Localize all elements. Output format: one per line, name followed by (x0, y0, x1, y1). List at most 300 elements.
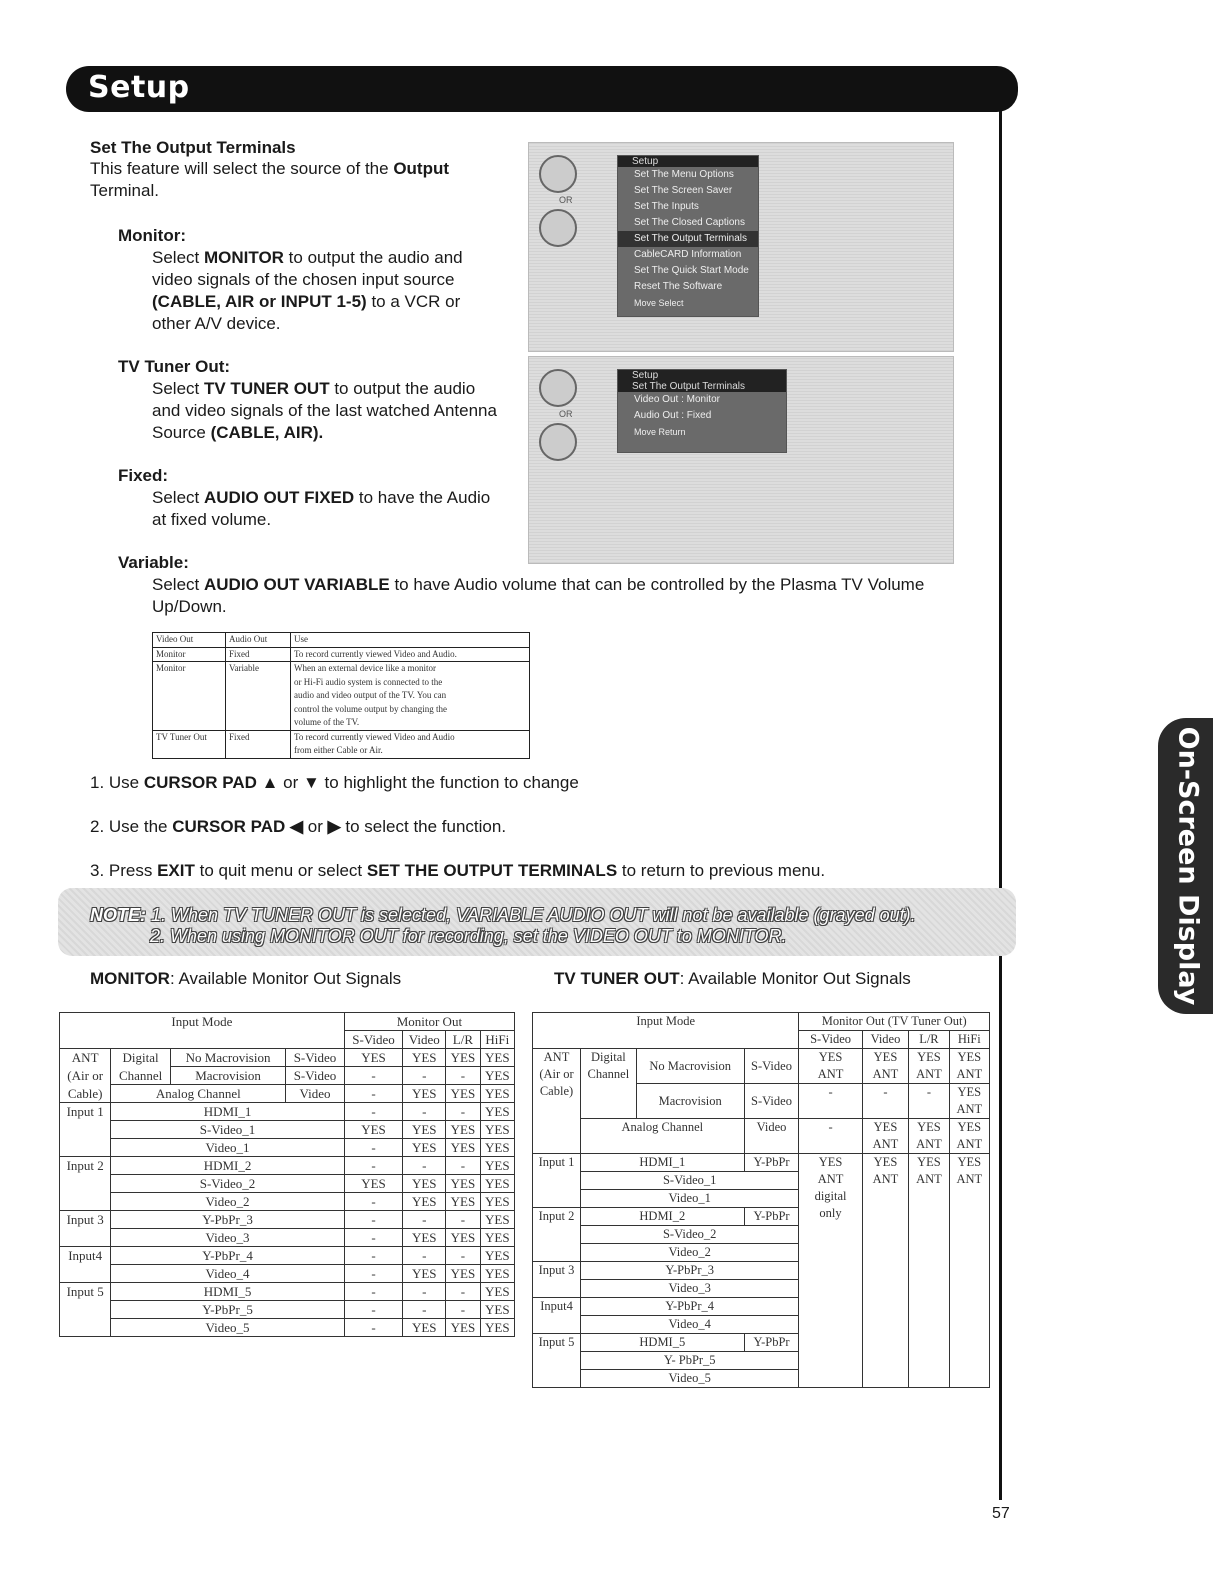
digital-label-line: Channel (587, 1067, 630, 1081)
use-table-header-cell: Video Out (153, 633, 226, 648)
input-signal: Video_4 (111, 1265, 344, 1283)
use-description-line: control the volume output by changing the (294, 703, 447, 714)
value-line: ANT (872, 1137, 899, 1151)
value-line: - (828, 1085, 833, 1099)
signal-value: YES (403, 1229, 446, 1247)
monitor-out-header: Monitor Out (344, 1013, 514, 1031)
ant-label-line: ANT (543, 1050, 570, 1064)
signal-type: S-Video (286, 1067, 345, 1085)
signal-value (949, 1119, 989, 1154)
input-signal: HDMI_2 (581, 1208, 745, 1226)
note-label: NOTE: (90, 905, 146, 925)
signal-value: - (344, 1103, 403, 1121)
text-segment: to select the function. (340, 817, 507, 836)
text-segment: Select (152, 248, 204, 267)
value-line: YES (818, 1050, 843, 1064)
bold-segment: EXIT (157, 861, 195, 880)
input-name: Input 2 (60, 1157, 111, 1211)
input-signal: Video_2 (581, 1244, 799, 1262)
input-mode-header: Input Mode (533, 1013, 799, 1049)
signal-value: - (344, 1301, 403, 1319)
use-video-cell: Monitor (153, 647, 226, 662)
input-signal: S-Video_1 (111, 1121, 344, 1139)
signal-name: No Macrovision (170, 1049, 285, 1067)
signal-value (909, 1154, 949, 1388)
input-signal: HDMI_5 (581, 1334, 745, 1352)
value-line: - (828, 1120, 833, 1134)
signal-value: - (344, 1193, 403, 1211)
signal-value: YES (480, 1211, 514, 1229)
value-line: YES (957, 1085, 982, 1099)
table-row (60, 1067, 515, 1085)
table-row (60, 1211, 515, 1229)
ant-label-line: (Air or (539, 1067, 574, 1081)
use-description-line: To record currently viewed Video and Audio (294, 731, 455, 742)
tuner-table-caption (554, 968, 911, 990)
signal-value: YES (403, 1121, 446, 1139)
signal-value: YES (480, 1319, 514, 1337)
input-name: Input4 (60, 1247, 111, 1283)
value-line: ANT (956, 1067, 983, 1081)
table-row (60, 1229, 515, 1247)
signal-name: No Macrovision (636, 1049, 744, 1084)
step-2 (90, 816, 506, 838)
setup-menu-item: Set The Screen Saver (634, 185, 733, 196)
signal-value: - (344, 1265, 403, 1283)
page-number: 57 (992, 1505, 1010, 1522)
input-signal: Y-PbPr_4 (111, 1247, 344, 1265)
use-description-cell (291, 730, 530, 758)
input-signal: S-Video_1 (581, 1172, 799, 1190)
text-segment: Source (152, 423, 211, 442)
setup-menu (617, 155, 759, 317)
tuner-caption-bold: TV TUNER OUT (554, 969, 680, 988)
signal-value: - (344, 1067, 403, 1085)
text-segment: or (303, 817, 328, 836)
input-name: Input 5 (60, 1283, 111, 1337)
text-segment: and video signals of the last watched Antenna (152, 401, 497, 420)
or-label: OR (559, 195, 573, 205)
table-row (60, 1121, 515, 1139)
signal-value: YES (403, 1085, 446, 1103)
signal-name: Macrovision (170, 1067, 285, 1085)
value-line: YES (873, 1120, 898, 1134)
value-line: YES (873, 1050, 898, 1064)
text-line (152, 269, 532, 291)
input-name: Input 1 (533, 1154, 581, 1208)
input-name: Input 3 (533, 1262, 581, 1298)
digital-label (581, 1049, 637, 1119)
value-line: digital (814, 1189, 847, 1203)
signal-value: - (446, 1283, 480, 1301)
signal-value: - (446, 1247, 480, 1265)
signal-type: Video (744, 1119, 799, 1154)
table-row (60, 1103, 515, 1121)
text-segment: Up/Down. (152, 597, 227, 616)
input-name: Input 1 (60, 1103, 111, 1157)
value-line: ANT (872, 1172, 899, 1186)
setup-menu-items (618, 167, 758, 295)
table-row (533, 1154, 990, 1172)
use-audio-cell: Fixed (226, 647, 291, 662)
input-signal: Y-PbPr_3 (111, 1211, 344, 1229)
signal-type: S-Video (286, 1049, 345, 1067)
use-description-line: When an external device like a monitor (294, 663, 436, 673)
signal-value: YES (446, 1319, 480, 1337)
input-signal-type: Y-PbPr (744, 1208, 799, 1226)
setup-menu-title: Setup (618, 156, 758, 167)
column-header: L/R (446, 1031, 480, 1049)
input-signal: HDMI_2 (111, 1157, 344, 1175)
value-line: YES (957, 1050, 982, 1064)
fixed-heading: Fixed: (118, 466, 169, 485)
input-signal: Video_1 (111, 1139, 344, 1157)
input-signal-type: Y-PbPr (744, 1334, 799, 1352)
value-line: YES (873, 1155, 898, 1169)
signal-value: - (344, 1319, 403, 1337)
signal-value (949, 1049, 989, 1084)
signal-value: YES (480, 1229, 514, 1247)
text-segment: to output the audio and (283, 248, 463, 267)
value-line: YES (917, 1120, 941, 1134)
setup-menu-item: Set The Output Terminals (618, 231, 758, 247)
input-mode-header: Input Mode (60, 1013, 345, 1049)
use-description-line: volume of the TV. (294, 717, 360, 727)
use-description-line: To record currently viewed Video and Audio. (294, 648, 457, 659)
value-line: - (926, 1085, 931, 1099)
header-bar (66, 66, 1018, 112)
table-row (60, 1157, 515, 1175)
column-header: HiFi (949, 1031, 989, 1049)
table-row (60, 1265, 515, 1283)
text-segment: to have Audio volume that can be controlled by the Plasma TV Volume (389, 575, 925, 594)
input-signal: Video_3 (581, 1280, 799, 1298)
text-segment: to quit menu or select (194, 861, 367, 880)
output-terminals-menu (617, 369, 787, 453)
signal-value: YES (446, 1049, 480, 1067)
signal-value (862, 1119, 909, 1154)
variable-heading: Variable: (118, 553, 189, 572)
intro-text: This feature will select the source of the (90, 159, 394, 178)
intro-bold: Output (393, 159, 450, 178)
input-signal: HDMI_1 (581, 1154, 745, 1172)
signal-value: - (446, 1211, 480, 1229)
input-signal: Y-PbPr_4 (581, 1298, 799, 1316)
column-header: S-Video (344, 1031, 403, 1049)
section-title: Set The Output Terminals (90, 138, 296, 157)
signal-value: YES (480, 1085, 514, 1103)
signal-value (909, 1049, 949, 1084)
signal-value (799, 1084, 862, 1119)
step-1 (90, 772, 579, 794)
text-segment: to have the Audio (354, 488, 491, 507)
input-name: Input 3 (60, 1211, 111, 1247)
signal-value: YES (480, 1049, 514, 1067)
step-3 (90, 860, 825, 882)
signal-name: Analog Channel (581, 1119, 745, 1154)
signal-value: YES (403, 1139, 446, 1157)
tuner-out-table (532, 1012, 990, 1388)
signal-value: YES (403, 1265, 446, 1283)
output-menu-subtitle: Set The Output Terminals (618, 381, 786, 392)
output-menu-title: Setup (618, 370, 786, 381)
remote-select-icon-2 (539, 369, 577, 407)
signal-value: YES (480, 1193, 514, 1211)
signal-value: YES (403, 1175, 446, 1193)
signal-value (909, 1119, 949, 1154)
signal-value (949, 1154, 989, 1388)
signal-value: - (403, 1247, 446, 1265)
use-table-header-cell: Use (291, 633, 530, 648)
ant-label: ANT (60, 1049, 111, 1067)
right-margin-rule (999, 90, 1002, 1500)
value-line: ANT (956, 1102, 983, 1116)
use-table-row (153, 662, 530, 731)
bold-segment: AUDIO OUT VARIABLE (203, 575, 390, 594)
text-line (152, 574, 952, 596)
setup-menu-item: CableCARD Information (634, 249, 742, 260)
table-row (533, 1049, 990, 1084)
value-line: YES (917, 1155, 941, 1169)
remote-cursor-icon (539, 209, 577, 247)
bold-segment: CURSOR PAD ◀ (172, 817, 304, 836)
input-signal: Video_4 (581, 1316, 799, 1334)
table-row (60, 1319, 515, 1337)
text-line (152, 291, 532, 313)
signal-value: - (344, 1247, 403, 1265)
setup-menu-item: Set The Inputs (634, 201, 699, 212)
signal-value: YES (446, 1175, 480, 1193)
signal-value: YES (446, 1085, 480, 1103)
table-row (60, 1175, 515, 1193)
digital-label-line: Digital (591, 1050, 626, 1064)
signal-value: - (403, 1103, 446, 1121)
value-line: ANT (916, 1172, 942, 1186)
text-segment: Select (152, 379, 204, 398)
signal-value: YES (446, 1193, 480, 1211)
input-signal: HDMI_1 (111, 1103, 344, 1121)
column-header: L/R (909, 1031, 949, 1049)
output-menu-items (618, 392, 786, 424)
input-signal: Y-PbPr_5 (111, 1301, 344, 1319)
setup-menu-item: Set The Menu Options (634, 169, 734, 180)
ant-label-line: Cable) (539, 1084, 574, 1098)
tv-tuner-out-heading: TV Tuner Out: (118, 357, 231, 376)
signal-value: - (403, 1283, 446, 1301)
text-segment: 3. Press (90, 861, 158, 880)
value-line: - (883, 1085, 888, 1099)
bold-segment: SET THE OUTPUT TERMINALS (366, 861, 618, 880)
signal-name: Macrovision (636, 1084, 744, 1119)
input-signal: Video_5 (581, 1370, 799, 1388)
value-line: ANT (872, 1067, 899, 1081)
text-segment: to highlight the function to change (319, 773, 579, 792)
monitor-caption-rest: : Available Monitor Out Signals (169, 969, 402, 988)
signal-value: YES (480, 1067, 514, 1085)
monitor-out-header: Monitor Out (TV Tuner Out) (799, 1013, 990, 1031)
use-description-cell (291, 647, 530, 662)
signal-value: YES (480, 1121, 514, 1139)
input-signal: Video_3 (111, 1229, 344, 1247)
setup-menu-item: Set The Quick Start Mode (634, 265, 749, 276)
column-header: S-Video (799, 1031, 862, 1049)
column-header: HiFi (480, 1031, 514, 1049)
monitor-heading: Monitor: (118, 226, 186, 245)
setup-menu-item: Reset The Software (634, 281, 723, 292)
value-line: ANT (817, 1067, 844, 1081)
signal-value: YES (446, 1139, 480, 1157)
tuner-caption-rest: : Available Monitor Out Signals (679, 969, 911, 988)
value-line: ANT (817, 1172, 844, 1186)
or-label-2: OR (559, 409, 573, 419)
bold-segment: (CABLE, AIR). (210, 423, 324, 442)
value-line: YES (957, 1120, 982, 1134)
signal-value (862, 1049, 909, 1084)
signal-value: YES (480, 1301, 514, 1319)
signal-value: - (446, 1103, 480, 1121)
text-segment: to a VCR or (366, 292, 461, 311)
use-table-row (153, 647, 530, 662)
signal-value (909, 1084, 949, 1119)
input-signal: Video_2 (111, 1193, 344, 1211)
fixed-description (152, 487, 532, 531)
signal-value: - (344, 1211, 403, 1229)
signal-name: Analog Channel (111, 1085, 286, 1103)
note-line-2: 2. When using MONITOR OUT for recording, set the VIDEO OUT to MONITOR. (150, 926, 787, 946)
value-line: YES (917, 1050, 941, 1064)
table-row (60, 1139, 515, 1157)
signal-value: YES (480, 1103, 514, 1121)
table-row (533, 1013, 990, 1031)
column-header: Video (403, 1031, 446, 1049)
setup-menu-item: Set The Closed Captions (634, 217, 745, 228)
screen-output-terminals (528, 356, 954, 564)
signal-value (949, 1084, 989, 1119)
signal-value: YES (446, 1265, 480, 1283)
digital-label: Channel (111, 1067, 171, 1085)
tv-tuner-out-description (152, 378, 532, 444)
signal-value: YES (480, 1265, 514, 1283)
text-segment: Select (152, 575, 204, 594)
signal-value: YES (344, 1175, 403, 1193)
signal-type: Video (286, 1085, 345, 1103)
input-signal: HDMI_5 (111, 1283, 344, 1301)
signal-value: YES (344, 1121, 403, 1139)
input-name: Input 2 (533, 1208, 581, 1262)
table-row (60, 1049, 515, 1067)
signal-value: YES (344, 1049, 403, 1067)
use-video-cell: TV Tuner Out (153, 730, 226, 758)
use-description-line: audio and video output of the TV. You can (294, 690, 447, 700)
signal-value (862, 1084, 909, 1119)
note-line-1 (90, 905, 916, 926)
table-row (60, 1085, 515, 1103)
ant-label: Cable) (60, 1085, 111, 1103)
bold-segment: ▶ (327, 817, 341, 836)
use-audio-cell: Fixed (226, 730, 291, 758)
text-segment: 1. Use (90, 773, 144, 792)
signal-value: - (344, 1157, 403, 1175)
bold-segment: AUDIO OUT FIXED (203, 488, 355, 507)
bold-segment: CURSOR PAD ▲ (143, 773, 279, 792)
signal-value (799, 1119, 862, 1154)
monitor-caption-bold: MONITOR (90, 969, 170, 988)
text-segment: to output the audio (329, 379, 476, 398)
use-table-row (153, 730, 530, 758)
input-signal: S-Video_2 (581, 1226, 799, 1244)
signal-value: YES (403, 1193, 446, 1211)
digital-label: Digital (111, 1049, 171, 1067)
bold-segment: TV TUNER OUT (203, 379, 330, 398)
input-signal-type: Y-PbPr (744, 1154, 799, 1172)
bold-segment: ▼ (303, 773, 320, 792)
input-name: Input4 (533, 1298, 581, 1334)
text-segment: to return to previous menu. (617, 861, 826, 880)
section-intro (90, 158, 510, 202)
text-segment: other A/V device. (152, 314, 281, 333)
signal-value: YES (480, 1139, 514, 1157)
monitor-out-table (59, 1012, 515, 1337)
text-line (152, 422, 532, 444)
text-line (152, 378, 532, 400)
input-name: Input 5 (533, 1334, 581, 1388)
remote-cursor-icon-2 (539, 423, 577, 461)
signal-value (799, 1154, 862, 1388)
intro-text-2: Terminal. (90, 181, 159, 200)
table-row (60, 1283, 515, 1301)
ant-label: (Air or (60, 1067, 111, 1085)
screen-setup-menu (528, 142, 954, 352)
bold-segment: (CABLE, AIR or INPUT 1-5) (152, 292, 367, 311)
signal-type: S-Video (744, 1049, 799, 1084)
text-segment: video signals of the chosen input source (152, 270, 455, 289)
use-description-cell (291, 662, 530, 731)
signal-value: - (344, 1283, 403, 1301)
output-menu-item: Audio Out : Fixed (634, 410, 712, 421)
use-table (152, 632, 530, 759)
monitor-table-caption (90, 968, 401, 990)
use-table-header (153, 633, 530, 648)
signal-value: - (344, 1139, 403, 1157)
value-line: YES (957, 1155, 982, 1169)
use-audio-cell: Variable (226, 662, 291, 731)
ant-label (533, 1049, 581, 1154)
value-line: ANT (916, 1067, 942, 1081)
table-row (60, 1301, 515, 1319)
table-row (60, 1013, 515, 1031)
signal-value: YES (480, 1283, 514, 1301)
use-video-cell: Monitor (153, 662, 226, 731)
signal-value (862, 1154, 909, 1388)
signal-type: S-Video (744, 1084, 799, 1119)
text-segment: at fixed volume. (152, 510, 272, 529)
table-row (60, 1193, 515, 1211)
signal-value: - (403, 1301, 446, 1319)
use-description-line: or Hi-Fi audio system is connected to the (294, 676, 443, 687)
output-menu-item: Video Out : Monitor (634, 394, 720, 405)
text-segment: or (278, 773, 303, 792)
text-line (152, 400, 532, 422)
signal-value: YES (403, 1319, 446, 1337)
signal-value: - (344, 1229, 403, 1247)
signal-value: - (403, 1157, 446, 1175)
page-title: Setup (88, 70, 190, 105)
variable-description (152, 574, 952, 618)
monitor-description (152, 247, 532, 335)
input-signal: Y- PbPr_5 (581, 1352, 799, 1370)
text-line (152, 509, 532, 531)
signal-value: YES (403, 1049, 446, 1067)
